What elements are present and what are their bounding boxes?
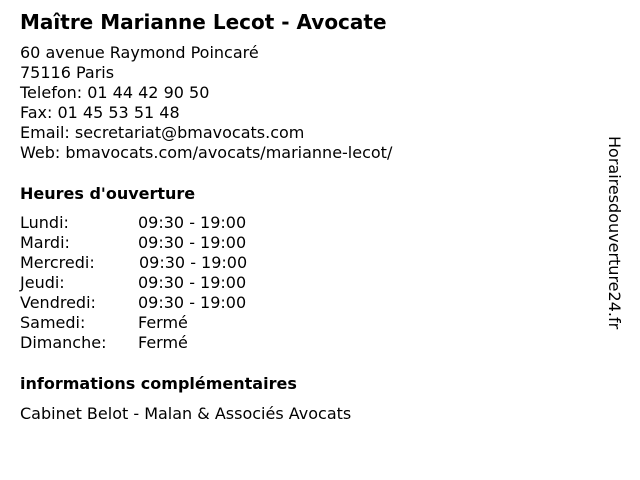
hours-value: 09:30 - 19:00 [138, 273, 247, 292]
additional-info-heading: informations complémentaires [20, 374, 297, 393]
day-label: Vendredi: [20, 293, 96, 312]
day-label: Lundi: [20, 213, 69, 232]
phone-number: Telefon: 01 44 42 90 50 [20, 83, 210, 102]
website-url: Web: bmavocats.com/avocats/marianne-lecot/ [20, 143, 393, 162]
hours-value: Fermé [138, 333, 188, 352]
hours-value: 09:30 - 19:00 [138, 233, 247, 252]
hours-value: 09:30 - 19:00 [138, 213, 247, 232]
additional-info-text: Cabinet Belot - Malan & Associés Avocats [20, 404, 352, 423]
address-street: 60 avenue Raymond Poincaré [20, 43, 259, 62]
address-city: 75116 Paris [20, 63, 115, 82]
hours-value: Fermé [138, 313, 188, 332]
opening-hours-heading: Heures d'ouverture [20, 184, 196, 203]
hours-value: 09:30 - 19:00 [138, 293, 247, 312]
fax-number: Fax: 01 45 53 51 48 [20, 103, 180, 122]
page-title: Maître Marianne Lecot - Avocate [20, 10, 387, 34]
day-label: Mercredi: [20, 253, 95, 272]
hours-value: 09:30 - 19:00 [139, 253, 248, 272]
contact-block [20, 43, 392, 163]
email-address: Email: secretariat@bmavocats.com [20, 123, 305, 142]
day-label: Mardi: [20, 233, 70, 252]
day-label: Jeudi: [20, 273, 65, 292]
day-label: Dimanche: [20, 333, 107, 352]
day-label: Samedi: [20, 313, 86, 332]
site-watermark: Horairesdouverture24.fr [605, 136, 624, 330]
